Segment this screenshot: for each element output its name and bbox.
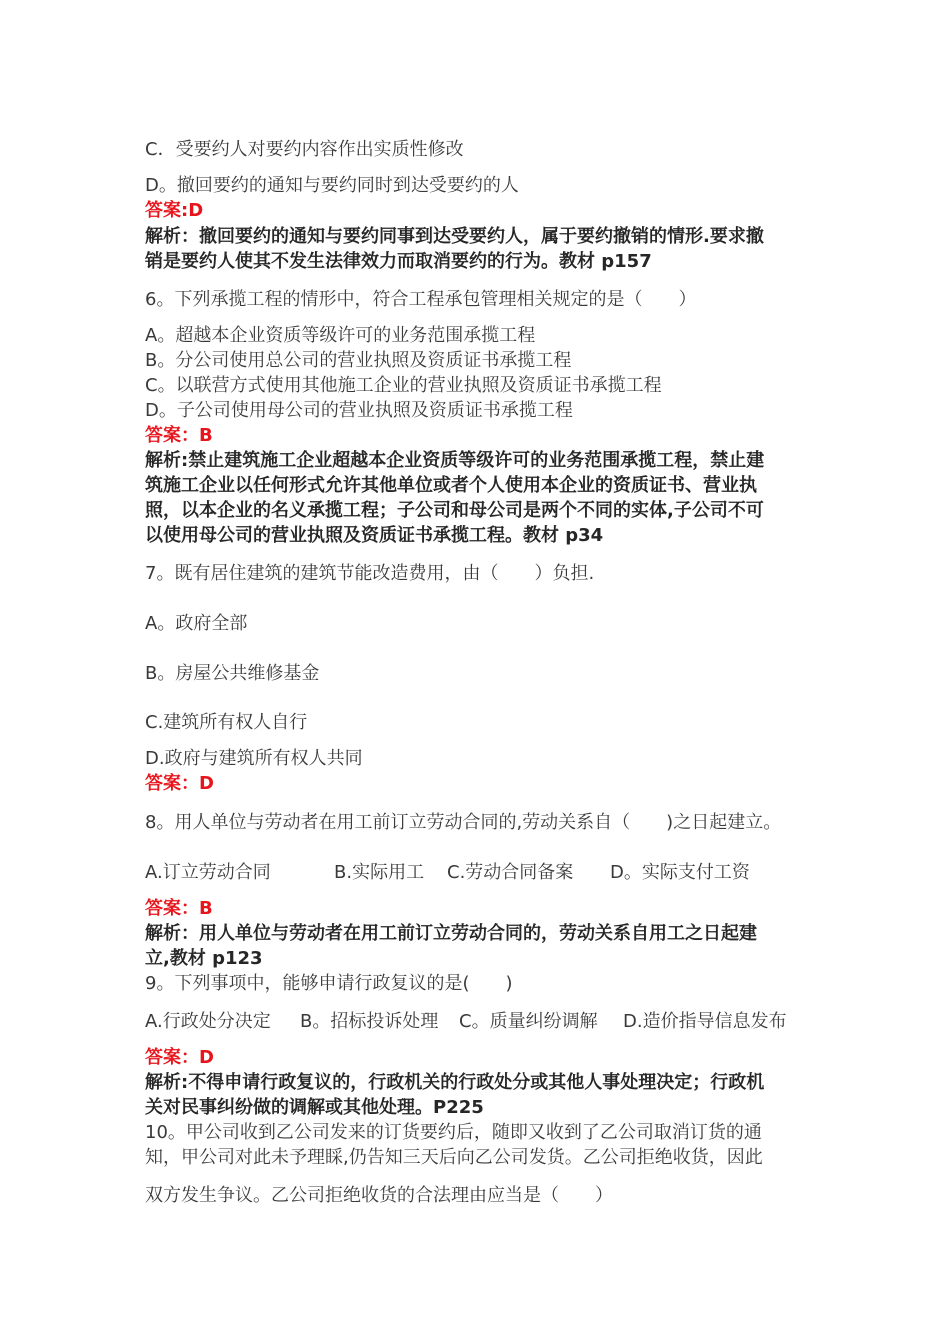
option-c: C。质量纠纷调解: [459, 1011, 598, 1032]
question-10-line: 双方发生争议。乙公司拒绝收货的合法理由应当是（ ）: [145, 1185, 613, 1206]
option-a: A。超越本企业资质等级许可的业务范围承揽工程: [145, 325, 536, 346]
option-d: D。撤回要约的通知与要约同时到达受要约的人: [145, 175, 519, 196]
question-7: 7。既有居住建筑的建筑节能改造费用，由（ ）负担.: [145, 563, 595, 584]
option-d: D.政府与建筑所有权人共同: [145, 748, 363, 769]
option-c: C。以联营方式使用其他施工企业的营业执照及资质证书承揽工程: [145, 375, 662, 396]
analysis-line: 解析:不得申请行政复议的，行政机关的行政处分或其他人事处理决定；行政机: [145, 1072, 765, 1093]
option-b: B。分公司使用总公司的营业执照及资质证书承揽工程: [145, 350, 572, 371]
option-d: D。实际支付工资: [610, 862, 750, 883]
option-b: B.实际用工: [334, 862, 425, 883]
analysis-line: 解析:禁止建筑施工企业超越本企业资质等级许可的业务范围承揽工程，禁止建: [145, 450, 765, 471]
analysis-line: 照，以本企业的名义承揽工程；子公司和母公司是两个不同的实体,子公司不可: [145, 500, 764, 521]
answer: 答案：B: [145, 898, 213, 919]
analysis-line: 以使用母公司的营业执照及资质证书承揽工程。教材 p34: [145, 525, 604, 546]
option-d: D。子公司使用母公司的营业执照及资质证书承揽工程: [145, 400, 573, 421]
analysis-line: 解析：用人单位与劳动者在用工前订立劳动合同的，劳动关系自用工之日起建: [145, 923, 757, 944]
analysis-line: 销是要约人使其不发生法律效力而取消要约的行为。教材 p157: [145, 251, 652, 272]
question-10: 10。甲公司收到乙公司发来的订货要约后，随即又收到了乙公司取消订货的通: [145, 1122, 762, 1143]
question-10-line: 知，甲公司对此未予理睬,仍告知三天后向乙公司发货。乙公司拒绝收货，因此: [145, 1147, 763, 1168]
question-9: 9。下列事项中，能够申请行政复议的是( ): [145, 973, 513, 994]
analysis-line: 解析：撤回要约的通知与要约同事到达受要约人，属于要约撤销的情形.要求撤: [145, 226, 764, 247]
analysis-line: 筑施工企业以任何形式允许其他单位或者个人使用本企业的资质证书、营业执: [145, 475, 757, 496]
answer: 答案：B: [145, 425, 213, 446]
option-a: A.订立劳动合同: [145, 862, 271, 883]
option-b: B。房屋公共维修基金: [145, 663, 320, 684]
option-a: A。政府全部: [145, 613, 248, 634]
question-8: 8。用人单位与劳动者在用工前订立劳动合同的,劳动关系自（ )之日起建立。: [145, 812, 782, 833]
answer: 答案：D: [145, 1047, 214, 1068]
analysis-line: 关对民事纠纷做的调解或其他处理。P225: [145, 1097, 484, 1118]
option-b: B。招标投诉处理: [300, 1011, 439, 1032]
option-c: C.建筑所有权人自行: [145, 712, 308, 733]
option-c: C．受要约人对要约内容作出实质性修改: [145, 139, 464, 160]
analysis-line: 立,教材 p123: [145, 948, 263, 969]
question-6: 6。下列承揽工程的情形中，符合工程承包管理相关规定的是（ ）: [145, 289, 697, 310]
answer: 答案：D: [145, 773, 214, 794]
option-d: D.造价指导信息发布: [623, 1011, 787, 1032]
option-a: A.行政处分决定: [145, 1011, 271, 1032]
option-c: C.劳动合同备案: [447, 862, 574, 883]
answer: 答案:D: [145, 200, 204, 221]
